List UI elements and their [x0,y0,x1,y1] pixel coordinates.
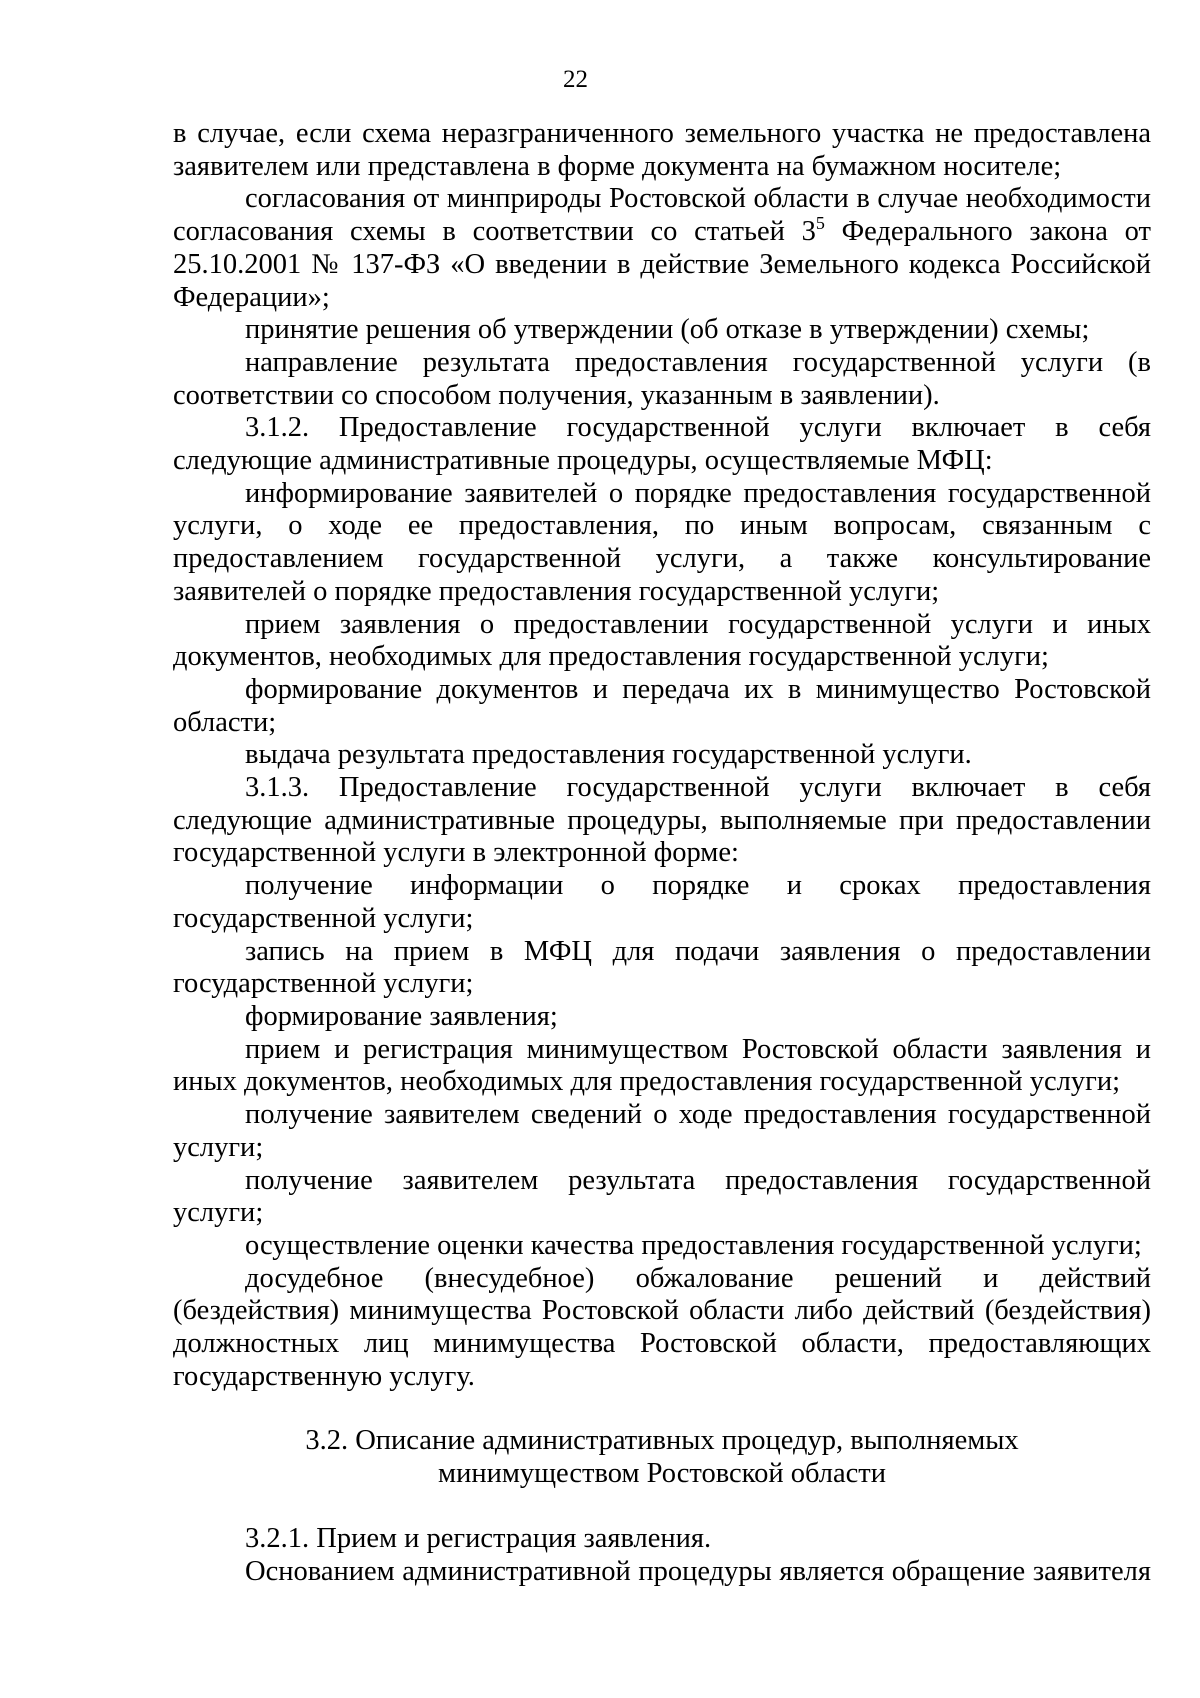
page-number: 22 [563,66,588,93]
paragraph: информирование заявителей о порядке предоставления государственной услуги, о ходе ее предоставления, по иным вопросам, связанным с предоставлением государственной услуги, а также консультирование заявителей о порядке предоставления государственной услуги; [173,477,1151,607]
paragraph-with-footnote-ref [173,183,1151,314]
paragraph: 3.1.2. Предоставление государственной услуги включает в себя следующие административные процедуры, осуществляемые МФЦ: [173,412,1151,477]
paragraph: выдача результата предоставления государственной услуги. [245,739,972,771]
paragraph: запись на прием в МФЦ для подачи заявления о предоставлении государственной услуги; [173,935,1151,1000]
paragraph: получение заявителем результата предоставления государственной услуги; [173,1164,1151,1229]
paragraph-text: Федерального закона от 25.10.2001 № 137-ФЗ «О введении в действие Земельного кодекса Российской Федерации»; [173,216,1151,313]
section-heading-line: 3.2. Описание административных процедур, выполняемых [305,1425,1019,1457]
paragraph: формирование заявления; [245,1000,558,1032]
section-heading-line: минимуществом Ростовской области [438,1458,886,1490]
paragraph: направление результата предоставления государственной услуги (в соответствии со способом получения, указанным в заявлении). [173,346,1151,411]
paragraph: формирование документов и передача их в минимущество Ростовской области; [173,673,1151,738]
paragraph: принятие решения об утверждении (об отказе в утверждении) схемы; [245,314,1090,346]
paragraph: 3.1.3. Предоставление государственной услуги включает в себя следующие административные процедуры, выполняемые при предоставлении государственной услуги в электронной форме: [173,772,1151,869]
paragraph: прием заявления о предоставлении государственной услуги и иных документов, необходимых для предоставления государственной услуги; [173,608,1151,673]
section-heading [173,1425,1151,1490]
paragraph: получение информации о порядке и сроках предоставления государственной услуги; [173,870,1151,934]
paragraph: досудебное (внесудебное) обжалование решений и действий (бездействия) минимущества Ростовской области либо действий (бездействия) должностных лиц минимущества Ростовской области, предоставляющих государственную услугу. [173,1262,1151,1392]
paragraph: получение заявителем сведений о ходе предоставления государственной услуги; [173,1099,1151,1163]
document-body [173,118,1151,1588]
superscript: 5 [815,213,825,234]
paragraph-text: согласования от минприроды Ростовской области в случае необходимости согласования схемы в соответствии со статьей 3 [173,183,1151,248]
paragraph: в случае, если схема неразграниченного земельного участка не предоставлена заявителем или представлена в форме документа на бумажном носителе; [173,118,1151,182]
subsection-title: 3.2.1. Прием и регистрация заявления. [245,1522,712,1554]
paragraph: прием и регистрация минимуществом Ростовской области заявления и иных документов, необходимых для предоставления государственной услуги; [173,1033,1151,1098]
paragraph: осуществление оценки качества предоставления государственной услуги; [245,1229,1142,1261]
paragraph: Основанием административной процедуры является обращение заявителя [245,1555,1151,1587]
